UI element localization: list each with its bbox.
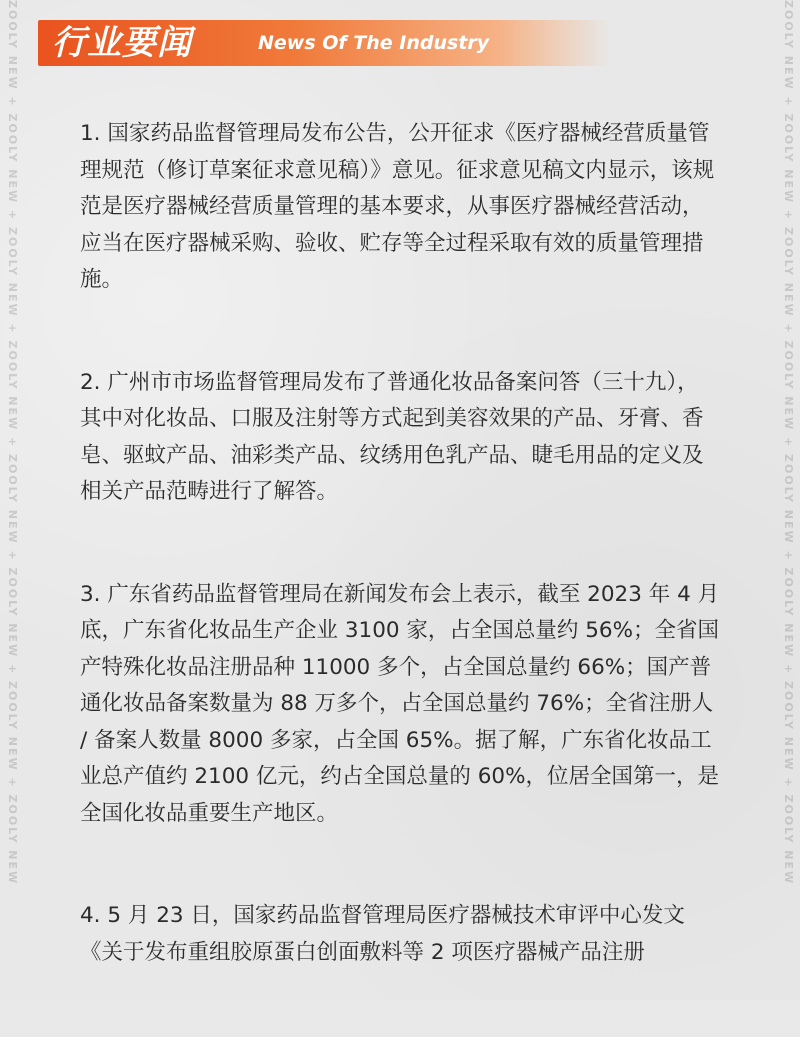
news-item-4: 4. 5 月 23 日，国家药品监督管理局医疗器械技术审评中心发文《关于发布重组胶原蛋白创面敷料等 2 项医疗器械产品注册 <box>80 903 685 965</box>
section-subtitle: News Of The Industry <box>258 32 490 54</box>
news-item-1: 1. 国家药品监督管理局发布公告，公开征求《医疗器械经营质量管理规范（修订草案征求意见稿）》意见。征求意见稿文内显示，该规范是医疗器械经营质量管理的基本要求，从事医疗器械经营活动，应当在医疗器械采购、验收、贮存等全过程采取有效的质量管理措施。 <box>80 121 715 292</box>
left-watermark-text: ZOOLY NEW + ZOOLY NEW + ZOOLY NEW + ZOOLY NEW + ZOOLY NEW + ZOOLY NEW + ZOOLY NEW + ZOOLY NEW <box>6 0 19 886</box>
news-item-3: 3. 广东省药品监督管理局在新闻发布会上表示，截至 2023 年 4 月底，广东省化妆品生产企业 3100 家，占全国总量约 56%；全省国产特殊化妆品注册品种 11000 多个，占全国总量约 66%；国产普通化妆品备案数量为 88 万多个，占全国总量约 76%；全省注册人 / 备案人数量 8000 多家，占全国 65%。据了解，广东省化妆品工业总产值约 2100 亿元，约占全国总量的 60%，位居全国第一，是全国化妆品重要生产地区。 <box>80 581 720 826</box>
right-watermark <box>776 0 800 1000</box>
news-list <box>80 116 720 1037</box>
news-item-2: 2. 广州市市场监督管理局发布了普通化妆品备案问答（三十九），其中对化妆品、口服及注射等方式起到美容效果的产品、牙膏、香皂、驱蚊产品、油彩类产品、纹绣用色乳产品、睫毛用品的定义及相关产品范畴进行了解答。 <box>80 369 704 504</box>
section-header-banner <box>38 20 610 66</box>
right-watermark-text: ZOOLY NEW + ZOOLY NEW + ZOOLY NEW + ZOOLY NEW + ZOOLY NEW + ZOOLY NEW + ZOOLY NEW + ZOOLY NEW <box>782 0 795 886</box>
section-title: 行业要闻 <box>52 23 192 63</box>
left-watermark <box>0 0 24 1000</box>
